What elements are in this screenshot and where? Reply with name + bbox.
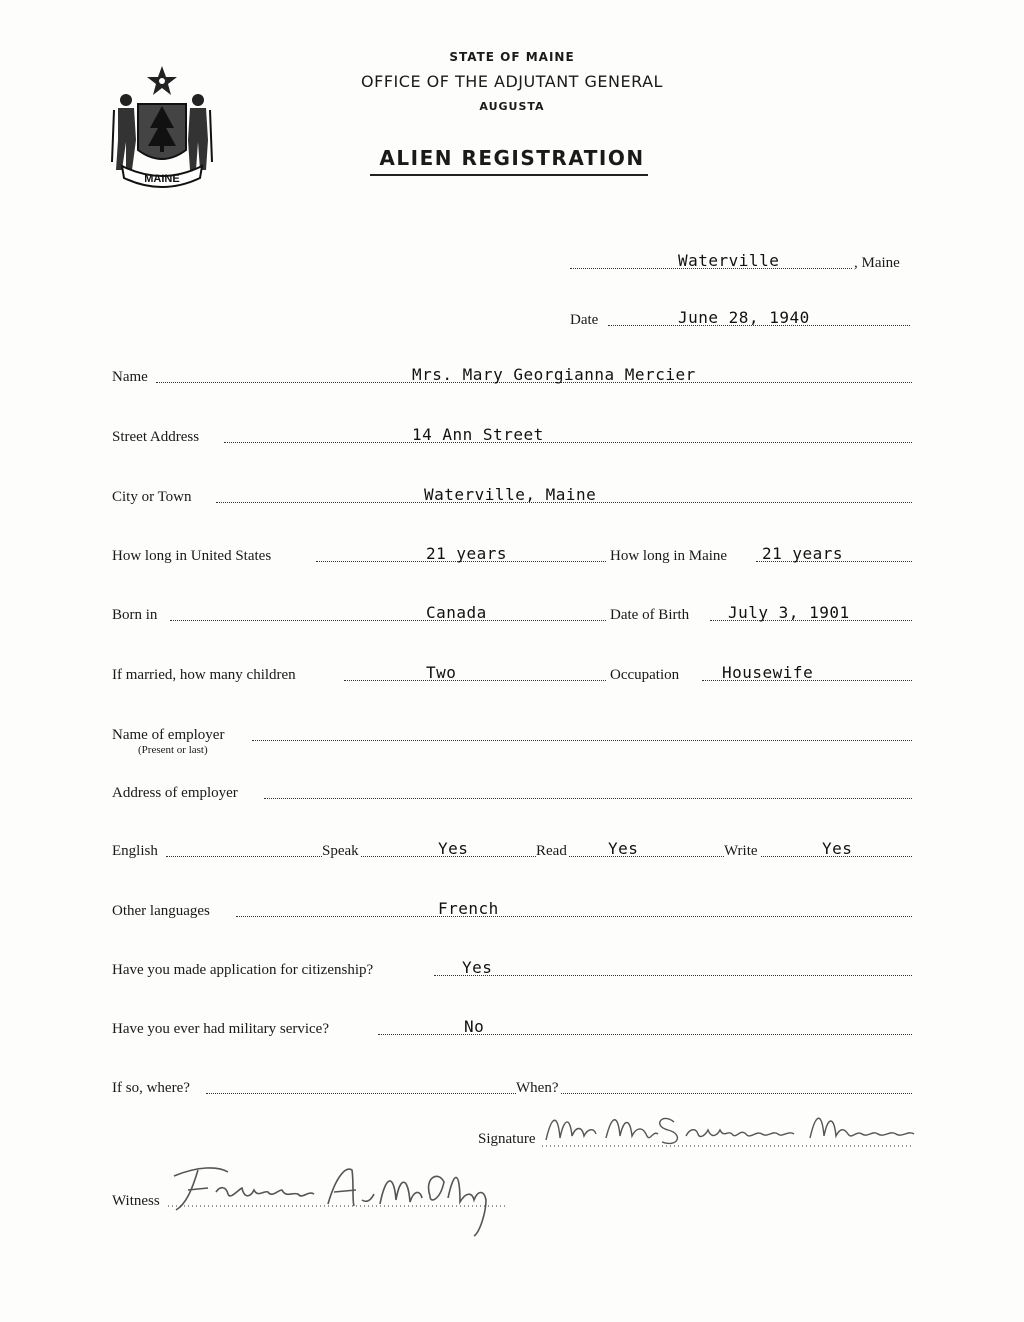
name-row: [112, 362, 912, 386]
english-label: English: [112, 843, 158, 859]
name-label: Name: [112, 369, 148, 385]
read-label: Read: [536, 843, 567, 859]
header-city: AUGUSTA: [479, 100, 545, 113]
handwritten-signature: [542, 1104, 922, 1156]
other-languages-value: French: [438, 899, 499, 918]
us-time-label: How long in United States: [112, 548, 272, 564]
street-value: 14 Ann Street: [412, 425, 544, 444]
speak-label: Speak: [322, 843, 359, 859]
place-suffix: , Maine: [854, 255, 900, 271]
title-underline: [370, 174, 648, 176]
residence-row: [112, 541, 912, 565]
seal-ribbon-text: MAINE: [144, 173, 180, 185]
form-title: ALIEN REGISTRATION: [379, 146, 645, 170]
signature-label: Signature: [478, 1131, 536, 1147]
witness-signature: [168, 1160, 514, 1240]
children-value: Two: [426, 663, 457, 682]
city-row: [112, 482, 912, 506]
military-label: Have you ever had military service?: [112, 1021, 329, 1037]
citizenship-row: [112, 955, 912, 979]
witness-label: Witness: [112, 1193, 160, 1209]
family-row: [112, 660, 912, 684]
read-value: Yes: [608, 839, 639, 858]
dob-label: Date of Birth: [610, 607, 690, 623]
street-row: [112, 422, 912, 446]
street-label: Street Address: [112, 429, 200, 445]
speak-value: Yes: [438, 839, 469, 858]
citizenship-label: Have you made application for citizenship?: [112, 962, 374, 978]
city-value: Waterville, Maine: [424, 485, 597, 504]
military-value: No: [464, 1017, 485, 1036]
employer-label: Name of employer: [112, 727, 225, 743]
citizenship-value: Yes: [462, 958, 493, 977]
when-label: When?: [516, 1080, 559, 1096]
other-languages-label: Other languages: [112, 903, 210, 919]
born-value: Canada: [426, 603, 487, 622]
place-value: Waterville: [678, 251, 780, 270]
date-row: [112, 305, 912, 329]
write-value: Yes: [822, 839, 853, 858]
maine-time-label: How long in Maine: [610, 548, 728, 564]
city-label: City or Town: [112, 489, 192, 505]
place-row: [112, 248, 912, 272]
employer-sublabel: (Present or last): [138, 744, 208, 756]
where-row: [112, 1073, 912, 1097]
occupation-label: Occupation: [610, 667, 680, 683]
employer-address-label: Address of employer: [112, 785, 238, 801]
born-label: Born in: [112, 607, 158, 623]
header-state: STATE OF MAINE: [449, 50, 575, 64]
children-label: If married, how many children: [112, 667, 296, 683]
english-row: [112, 836, 912, 860]
maine-time-value: 21 years: [762, 544, 844, 563]
birth-row: [112, 600, 912, 624]
employer-row: [112, 720, 912, 756]
military-row: [112, 1014, 912, 1038]
dob-value: July 3, 1901: [728, 603, 850, 622]
where-label: If so, where?: [112, 1080, 190, 1096]
date-label: Date: [570, 312, 599, 328]
employer-address-row: [112, 778, 912, 802]
name-value: Mrs. Mary Georgianna Mercier: [412, 365, 696, 384]
date-value: June 28, 1940: [678, 308, 810, 327]
other-languages-row: [112, 896, 912, 920]
occupation-value: Housewife: [722, 663, 814, 682]
us-time-value: 21 years: [426, 544, 508, 563]
header-office: OFFICE OF THE ADJUTANT GENERAL: [361, 72, 663, 91]
write-label: Write: [724, 843, 758, 859]
